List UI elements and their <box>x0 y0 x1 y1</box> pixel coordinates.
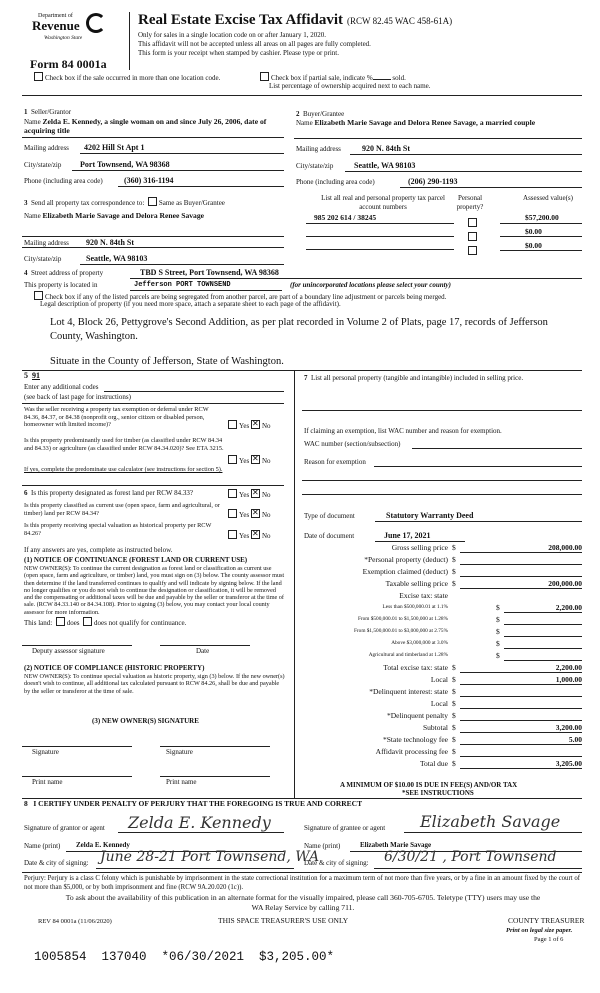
partial-sale-checkbox[interactable]: Check box if partial sale, indicate % sold. <box>260 72 406 83</box>
s3-mail: 920 N. 84th St <box>86 238 135 247</box>
header-line-1: Only for sales in a single location code on or after January 1, 2020. <box>138 31 326 39</box>
tax-row-label: Local <box>430 699 448 708</box>
county-treasurer: COUNTY TREASURER <box>508 916 585 925</box>
s6-q1-answer[interactable]: Yes ✕ No <box>228 489 271 500</box>
tax-row-line <box>460 768 582 769</box>
s5-q3: If yes, complete the predominate use calculator (see instructions for section 5). <box>24 466 223 473</box>
tax-row-dollar: $ <box>496 651 500 660</box>
tax-row-dollar: $ <box>452 759 456 768</box>
tax-row-line <box>460 588 582 589</box>
tax-row-line <box>504 624 582 625</box>
tax-row-label: From $500,000.01 to $1,500,000 at 1.28% <box>357 616 448 622</box>
buyer-mail: 920 N. 84th St <box>362 144 411 153</box>
s5-see: (see back of last page for instructions) <box>24 393 131 401</box>
logo-dept-of: Department of <box>38 13 73 19</box>
seller-mail: 4202 Hill St Apt 1 <box>84 143 145 152</box>
buyer-name: Name Elizabeth Marie Savage and Delora Renee Savage, a married couple <box>296 118 536 127</box>
tax-row-line <box>460 756 582 757</box>
tax-row-dollar: $ <box>452 579 456 588</box>
new-owner-print-label-2: Print name <box>166 778 197 786</box>
deputy-signature-label: Deputy assessor signature <box>32 647 105 655</box>
parcels-head-1: List all real and personal property tax parcel account numbers <box>321 194 445 211</box>
buyer-phone: (206) 290-1193 <box>408 177 458 186</box>
grantee-signature-label: Signature of grantee or agent <box>304 824 386 832</box>
legal-paper-note: Print on legal size paper. <box>506 927 573 934</box>
s5-q1-answer[interactable]: Yes ✕ No <box>228 420 271 431</box>
s6-q1: 6 Is this property designated as forest land per RCW 84.33? <box>24 489 194 497</box>
perjury-notice: Perjury: Perjury is a class C felony which is punishable by imprisonment in the state correctional institution for a maximum term of not more than five years, or by a fine in an amount fixed by the court of not more than $5,000, or by both imprisonment and fine (RCW 9A.20.020 (1c)). <box>24 875 580 891</box>
multi-location-checkbox[interactable]: Check box if the sale occurred in more than one location code. <box>34 72 220 83</box>
tax-row-label: Gross selling price <box>391 543 448 552</box>
s6-ifany: If any answers are yes, complete as instructed below. <box>24 546 173 554</box>
tax-row-dollar: $ <box>452 711 456 720</box>
s3-heading: 3 Send all property tax correspondence to: Same as Buyer/Grantee <box>24 199 225 207</box>
s6-q3-answer[interactable]: Yes ✕ No <box>228 530 271 541</box>
seller-city-label: City/state/zip <box>24 161 62 169</box>
tax-row-line <box>460 708 582 709</box>
buyer-phone-label: Phone (including area code) <box>296 178 375 186</box>
grantor-date-city: June 28-21 Port Townsend, WA <box>100 849 320 865</box>
buyer-city: Seattle, WA 98103 <box>354 161 416 170</box>
s6-q3: Is this property receiving special valuation as historical property per RCW 84.26? <box>24 522 212 537</box>
tax-calculation-table <box>300 543 582 771</box>
tax-row-line <box>460 672 582 673</box>
seller-name: Name Zelda E. Kennedy, a single woman on and since July 26, 2006, date of acquiring title <box>24 117 267 135</box>
form-title <box>138 11 452 29</box>
tax-row-label: *Delinquent penalty <box>386 711 448 720</box>
s3-city-label: City/state/zip <box>24 255 62 263</box>
doc-type-label: Type of document <box>304 512 355 520</box>
buyer-city-label: City/state/zip <box>296 162 334 170</box>
tax-row-label: Subtotal <box>422 723 448 732</box>
grantor-name: Zelda E. Kennedy <box>76 841 130 849</box>
tax-row-value: 208,000.00 <box>548 543 582 552</box>
s5-enter: Enter any additional codes <box>24 383 99 391</box>
tax-row-dollar: $ <box>452 555 456 564</box>
treasurer-space: THIS SPACE TREASURER'S USE ONLY <box>218 916 349 925</box>
deputy-date-label: Date <box>196 647 210 655</box>
parcels-head-2: Personal property? <box>456 194 484 211</box>
header-line-3: This form is your receipt when stamped by cashier. Please type or print. <box>138 49 340 57</box>
logo-swoosh-icon <box>86 13 106 33</box>
s6-n2-text: NEW OWNER(S): To continue special valuation as historic property, sign (3) below. If the new owner(s) doesn't wish to continue, all additional tax calculated pursuant to RCW 84.26, shall be due and payable by the seller or transferor at the time of sale. <box>24 673 285 695</box>
parcels-head-3: Assessed value(s) <box>523 194 573 202</box>
tax-row-line <box>460 552 582 553</box>
situate-line: Situate in the County of Jefferson, State of Washington. <box>50 356 284 367</box>
s7-wac: WAC number (section/subsection) <box>304 440 401 448</box>
assessed-value-3: $0.00 <box>525 241 542 250</box>
doc-date: June 17, 2021 <box>384 531 431 540</box>
tax-row-dollar: $ <box>452 699 456 708</box>
tax-row-value: 3,205.00 <box>555 759 582 768</box>
s3-mail-label: Mailing address <box>24 239 69 247</box>
s4-legal-label: Legal description of property (if you need more space, attach a separate sheet to each page of the affidavit). <box>40 300 341 308</box>
tax-row-dollar: $ <box>496 603 500 612</box>
tax-row-line <box>460 720 582 721</box>
s6-n1-text: NEW OWNER(S): To continue the current designation as forest land or classification as current use (open space, farm and agriculture, or timber) land, you must sign on (3) below. The county assessor must then determine if the land transferred continues to qualify and will indicate by signing below. If the land no longer qualifies or you do not wish to continue the designation or classification, it will be removed and the compensating or additional taxes will be due and payable by the seller or transferor at the time of sale. (RCW 84.33.140 or 84.34.108). Prior to signing (3) below, you may contact your local county assessor for more information. <box>24 565 285 616</box>
s3-city: Seattle, WA 98103 <box>86 254 148 263</box>
tax-row-line <box>460 576 582 577</box>
tax-row-dollar: $ <box>452 687 456 696</box>
tax-row-dollar: $ <box>452 723 456 732</box>
s6-q2-answer[interactable]: Yes ✕ No <box>228 509 271 520</box>
s5-heading: 5 91 <box>24 371 40 380</box>
grantee-date-city: 6/30/21 , Port Townsend <box>384 849 557 865</box>
grantee-name-label: Name (print) <box>304 842 341 850</box>
tax-row-label: From $1,500,000.01 to $3,000,000 at 2.75% <box>353 628 448 634</box>
s6-n3: (3) NEW OWNER(S) SIGNATURE <box>92 717 199 725</box>
tax-row-value: 5.00 <box>568 735 582 744</box>
grantee-signature: Elizabeth Savage <box>420 812 561 831</box>
grantor-signature: Zelda E. Kennedy <box>128 813 271 832</box>
s4-unincorporated: (for unincorporated locations please select your county) <box>290 281 451 289</box>
tax-row-dollar: $ <box>452 543 456 552</box>
buyer-heading: 2 Buyer/Grantee <box>296 110 345 118</box>
assessed-value-2: $0.00 <box>525 227 542 236</box>
s6-q2: Is this property classified as current use (open space, farm and agricultural, or timber) land per RCW 84.34? <box>24 502 220 517</box>
s4-label: 4 Street address of property <box>24 269 104 277</box>
page-number: Page 1 of 6 <box>534 936 564 943</box>
tax-row-label: Less than $500,000.01 at 1.1% <box>382 604 448 610</box>
logo-revenue: Revenue <box>32 18 80 33</box>
s5-q1: Was the seller receiving a property tax exemption or deferral under RCW 84.36, 84.37, or 84.38 (nonprofit org., senior citizen or disabled person, homeowner with limited income)? <box>24 406 209 428</box>
tax-row-line <box>460 732 582 733</box>
s5-q2-answer[interactable]: Yes ✕ No <box>228 455 271 466</box>
s4-location: Jefferson PORT TOWNSEND <box>134 281 231 289</box>
doc-type: Statutory Warranty Deed <box>386 511 474 520</box>
tax-row-line <box>504 648 582 649</box>
grantee-date-label: Date & city of signing: <box>304 859 369 867</box>
tax-row-label: Affidavit processing fee <box>375 747 448 756</box>
tax-row-value: 200,000.00 <box>548 579 582 588</box>
s6-n2-title: (2) NOTICE OF COMPLIANCE (HISTORIC PROPERTY) <box>24 664 205 672</box>
buyer-mail-label: Mailing address <box>296 145 341 153</box>
seller-mail-label: Mailing address <box>24 144 69 152</box>
tax-row-value: 2,200.00 <box>555 663 582 672</box>
tax-row-line <box>460 684 582 685</box>
new-owner-signature-label-1: Signature <box>32 748 59 756</box>
tax-row-dollar: $ <box>452 567 456 576</box>
s7-exempt: If claiming an exemption, list WAC number and reason for exemption. <box>304 427 502 435</box>
tax-row-label: Local <box>430 675 448 684</box>
tax-row-label: Excise tax: state <box>399 591 448 600</box>
new-owner-print-label-1: Print name <box>32 778 63 786</box>
payment-stamp: 1005854 137040 *06/30/2021 $3,205.00* <box>34 950 335 964</box>
title-rcw: (RCW 82.45 WAC 458-61A) <box>347 16 453 26</box>
logo-wa-state: Washington State <box>44 35 83 41</box>
title-text: Real Estate Excise Tax Affidavit <box>138 12 343 28</box>
tax-row-label: *State technology fee <box>383 735 448 744</box>
tax-row-value: 1,000.00 <box>555 675 582 684</box>
list-percentage-note: List percentage of ownership acquired next to each name. <box>269 82 431 90</box>
tax-row-label: Taxable selling price <box>385 579 448 588</box>
tax-row-label: Above $3,000,000 at 3.0% <box>391 640 448 646</box>
s6-this-land[interactable]: This land: does does not qualify for continuance. <box>24 619 187 627</box>
minimum-due: A MINIMUM OF $10.00 IS DUE IN FEE(S) AND/OR TAX <box>340 781 518 789</box>
tax-row-label: Agricultural and timberland at 1.28% <box>368 652 448 658</box>
form-number: Form 84 0001a <box>30 57 107 71</box>
tax-row-line <box>460 744 582 745</box>
s3-name: Name Elizabeth Marie Savage and Delora Renee Savage <box>24 211 205 220</box>
tax-row-label: Total due <box>419 759 448 768</box>
tax-row-dollar: $ <box>496 627 500 636</box>
alternate-format-notice: To ask about the availability of this publication in an alternate format for the visually impaired, please call 360-705-6705. Teletype (TTY) users may use the WA Relay Service by calling 711. <box>65 893 541 912</box>
tax-row-line <box>460 696 582 697</box>
tax-row-line <box>504 660 582 661</box>
tax-row-dollar: $ <box>452 663 456 672</box>
grantee-name: Elizabeth Marie Savage <box>360 841 432 849</box>
seller-phone-label: Phone (including area code) <box>24 177 103 185</box>
s7-text: 7 List all personal property (tangible and intangible) included in selling price. <box>304 374 524 382</box>
s7-reason: Reason for exemption <box>304 458 366 466</box>
tax-row-label: *Personal property (deduct) <box>364 555 448 564</box>
tax-row-dollar: $ <box>452 735 456 744</box>
s8-certify: 8 I CERTIFY UNDER PENALTY OF PERJURY THAT THE FOREGOING IS TRUE AND CORRECT <box>24 799 363 808</box>
grantor-name-label: Name (print) <box>24 842 61 850</box>
header-line-2: This affidavit will not be accepted unless all areas on all pages are fully completed. <box>138 40 371 48</box>
tax-row-line <box>460 564 582 565</box>
tax-row-line <box>504 612 582 613</box>
doc-date-label: Date of document <box>304 532 355 540</box>
tax-row-dollar: $ <box>452 675 456 684</box>
tax-row-label: Total excise tax: state <box>383 663 448 672</box>
s4-address: TBD S Street, Port Townsend, WA 98368 <box>140 268 279 277</box>
tax-row-line <box>504 636 582 637</box>
seller-phone: (360) 316-1194 <box>124 176 174 185</box>
parcel-number-1: 985 202 614 / 38245 <box>314 213 377 222</box>
dor-logo <box>30 12 108 52</box>
seller-city: Port Townsend, WA 98368 <box>80 160 170 169</box>
assessed-value-1: $57,200.00 <box>525 213 559 222</box>
tax-row-label: Exemption claimed (deduct) <box>362 567 448 576</box>
personal-property-checkbox-3[interactable] <box>468 241 479 259</box>
tax-row-dollar: $ <box>496 639 500 648</box>
tax-row-label: *Delinquent interest: state <box>369 687 448 696</box>
tax-row-value: 2,200.00 <box>555 603 582 612</box>
rev-number: REV 84 0001a (11/06/2020) <box>38 918 112 925</box>
s5-q2: Is this property predominantly used for timber (as classified under RCW 84.34 and 84.33) or agriculture (as classified under RCW 84.34.020)? See ETA 3215. <box>24 437 224 452</box>
grantor-signature-label: Signature of grantor or agent <box>24 824 105 832</box>
tax-row-dollar: $ <box>452 747 456 756</box>
s6-n1-title: (1) NOTICE OF CONTINUANCE (FOREST LAND OR CURRENT USE) <box>24 556 248 564</box>
seller-heading: 1 Seller/Grantor <box>24 108 72 116</box>
s4-located: This property is located in <box>24 281 98 289</box>
legal-description: Lot 4, Block 26, Pettygrove's Second Addition, as per plat recorded in Volume 2 of Plats, page 17, records of Jefferson County, Washington. <box>50 317 548 342</box>
tax-row-dollar: $ <box>496 615 500 624</box>
s4-segregated-checkbox[interactable]: Check box if any of the listed parcels are being segregated from another parcel, are part of a boundary line adjustment or parcels being merged. <box>34 291 446 302</box>
grantor-date-label: Date & city of signing: <box>24 859 89 867</box>
see-instructions: *SEE INSTRUCTIONS <box>402 789 474 797</box>
tax-row-value: 3,200.00 <box>555 723 582 732</box>
new-owner-signature-label-2: Signature <box>166 748 193 756</box>
